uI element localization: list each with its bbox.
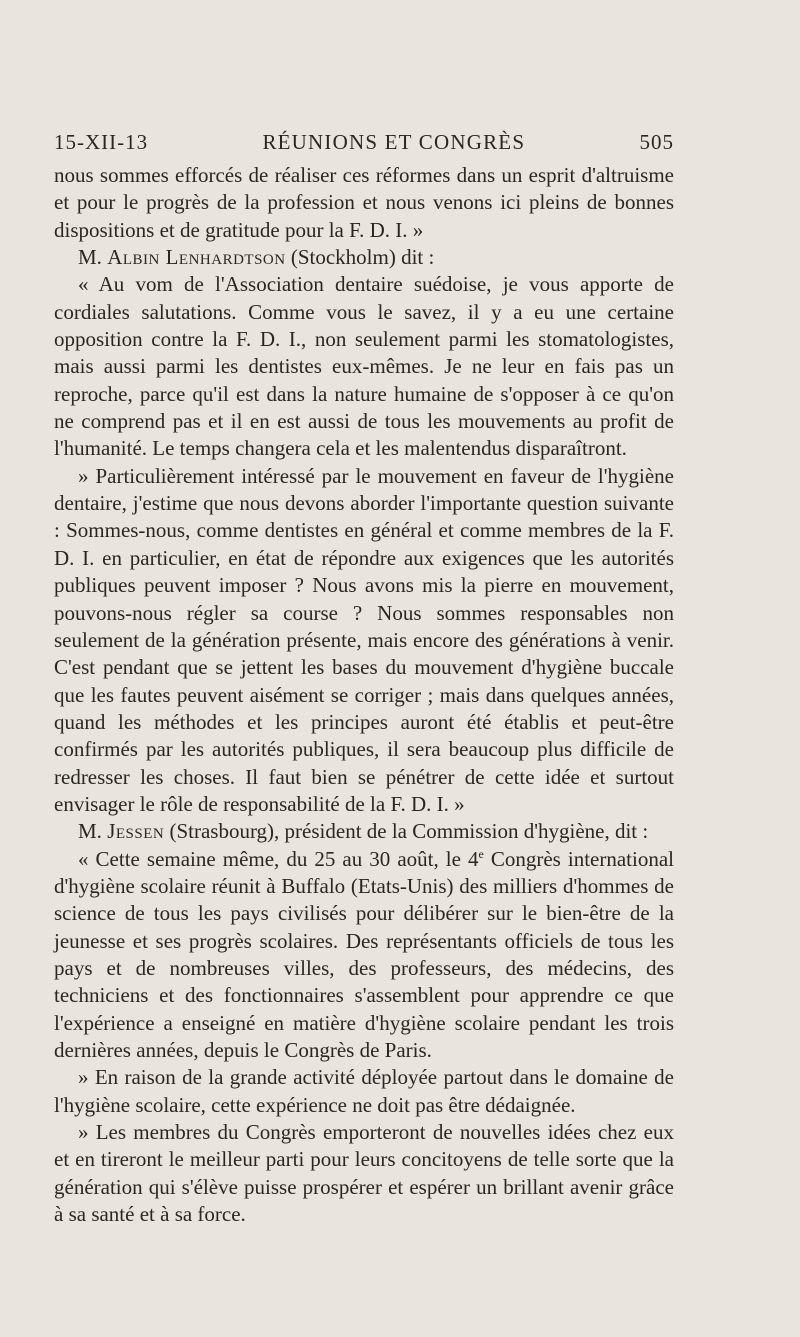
paragraph bbox=[54, 846, 674, 1065]
speaker-prefix: M. bbox=[78, 245, 108, 270]
page-number: 505 bbox=[639, 130, 674, 154]
paragraph-text: » En raison de la grande activité déployée partout dans le domaine de l'hygiène scolaire, cette expérience ne doit pas être dédaignée. bbox=[54, 1065, 674, 1117]
paragraph-text: » Les membres du Congrès emporteront de nouvelles idées chez eux et en tireront le meilleur parti pour leurs concitoyens de telle sorte que la génération qui s'élève puisse prospérer et espérer un brillant avenir grâce à sa santé et à sa force. bbox=[54, 1120, 674, 1227]
paragraph-text: nous sommes efforcés de réaliser ces réformes dans un esprit d'altruisme et pour le progrès de la profession et nous venons ici pleins de bonnes dispositions et de gratitude pour la F. D. I. » bbox=[54, 163, 674, 242]
paragraph bbox=[54, 1119, 674, 1228]
paragraph-text: Congrès international d'hygiène scolaire réunit à Buffalo (Etats-Unis) des milliers d'hommes de science de tous les pays civilisés pour délibérer sur le bien-être de la jeunesse et ses progrès scolaires. Des représentants officiels de tous les pays et de nombreuses villes, des professeurs, des médecins, des techniciens et des fonctionnaires s'assemblent pour apprendre ce que l'expérience a enseigné en matière d'hygiène scolaire pendant les trois dernières années, depuis le Congrès de Paris. bbox=[54, 846, 674, 1062]
paragraph-text-start: « Cette semaine même, du 25 au 30 août, le 4 bbox=[78, 846, 479, 871]
paragraph bbox=[54, 463, 674, 818]
speaker-intro-lenhardtson bbox=[54, 244, 674, 271]
paragraph bbox=[54, 271, 674, 462]
running-header bbox=[54, 130, 674, 155]
paragraph-continuation bbox=[54, 162, 674, 244]
speaker-intro-jessen bbox=[54, 818, 674, 845]
speaker-text: (Strasbourg), président de la Commission d'hygiène, dit : bbox=[164, 819, 649, 844]
page-body bbox=[54, 162, 674, 1228]
speaker-name: Albin Lenhardtson bbox=[107, 245, 286, 270]
header-title: RÉUNIONS ET CONGRÈS bbox=[262, 130, 526, 154]
speaker-text: (Stockholm) dit : bbox=[285, 245, 435, 270]
paragraph-text: » Particulièrement intéressé par le mouvement en faveur de l'hygiène dentaire, j'estime que nous devons aborder l'importante question suivante : Sommes-nous, comme dentistes en général et comme membres de la F. D. I. en particulier, en état de répondre aux exigences que les autorités publiques peuvent imposer ? Nous avons mis la pierre en mouvement, pouvons-nous régler sa course ? Nous sommes responsables non seulement de la génération présente, mais encore des générations à venir. C'est pendant que se jettent les bases du mouvement d'hygiène buccale que les fautes peuvent aisément se corriger ; mais dans quelques années, quand les méthodes et les principes auront été établis et peut-être confirmés par les autorités publiques, il sera beaucoup plus difficile de redresser les choses. Il faut bien se pénétrer de cette idée et surtout envisager le rôle de responsabilité de la F. D. I. » bbox=[54, 463, 674, 816]
paragraph-text: « Au vom de l'Association dentaire suédoise, je vous apporte de cordiales salutations. Comme vous le savez, il y a eu une certaine opposition contre la F. D. I., non seulement parmi les stomatologistes, mais aussi parmi les dentistes eux-mêmes. Je ne leur en fais pas un reproche, parce qu'il est dans la nature humaine de s'opposer à ce qu'on ne comprend pas et il en est aussi de tous les mouvements au profit de l'humanité. Le temps changera cela et les malentendus disparaîtront. bbox=[54, 272, 674, 461]
speaker-prefix: M. bbox=[78, 819, 108, 844]
paragraph bbox=[54, 1064, 674, 1119]
ordinal-superscript: e bbox=[478, 846, 484, 861]
header-date: 15-XII-13 bbox=[54, 130, 149, 154]
speaker-name: Jessen bbox=[107, 819, 165, 844]
